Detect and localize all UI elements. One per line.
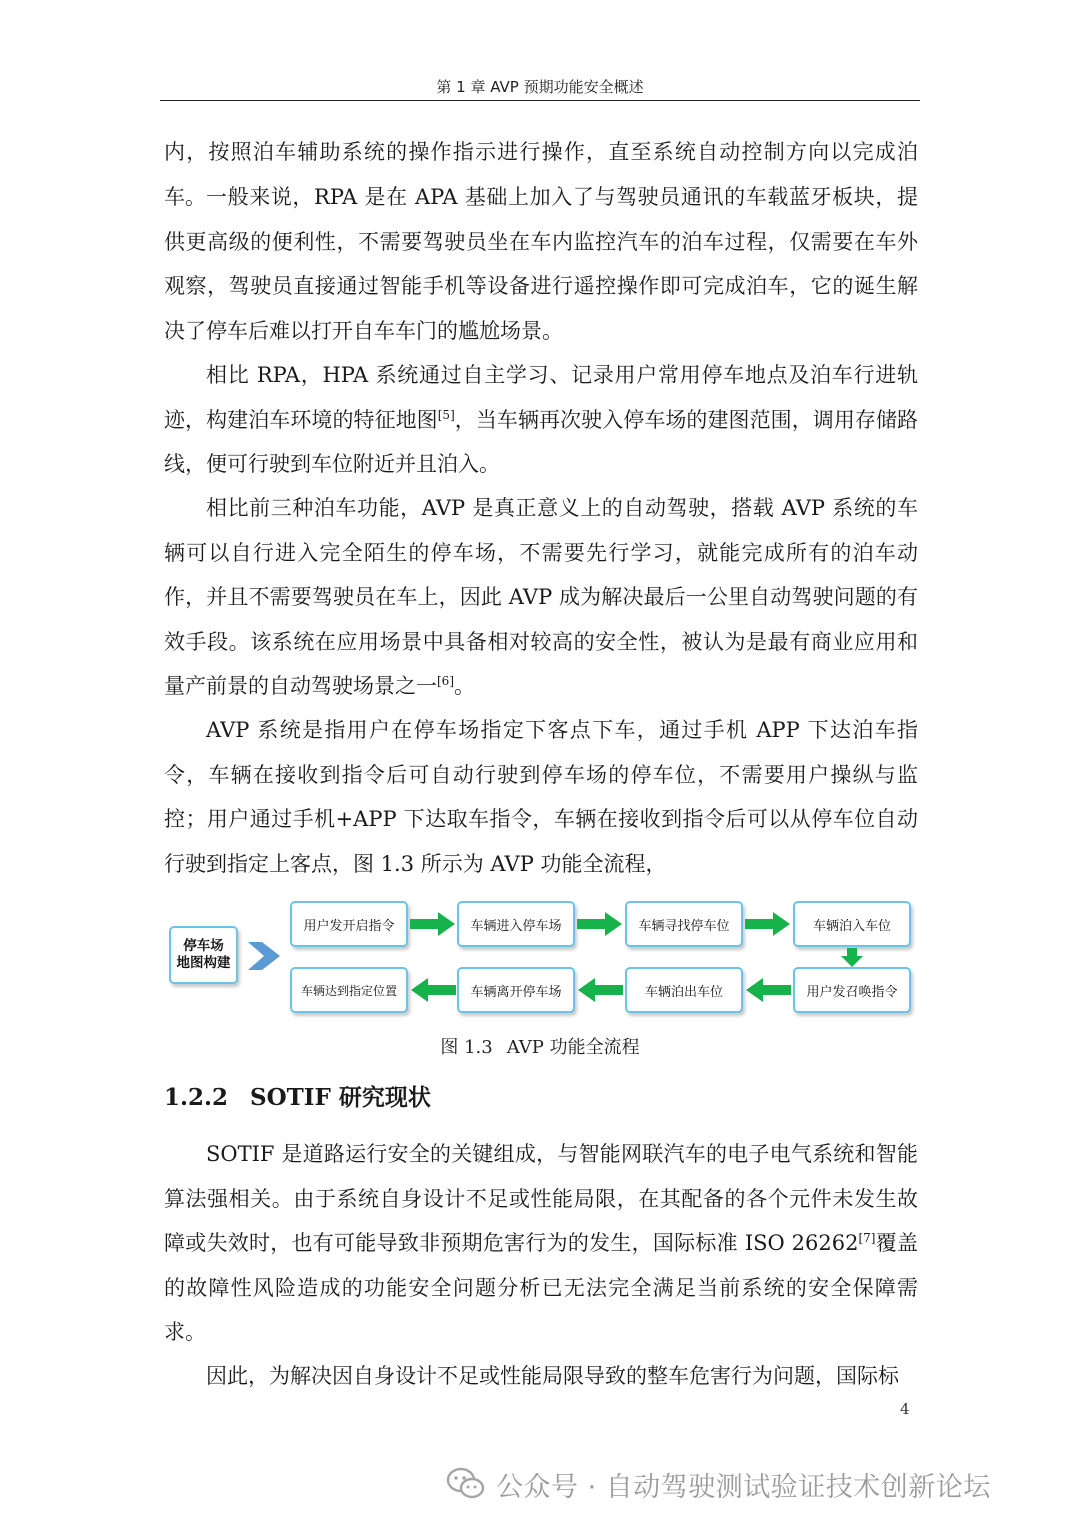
- arrow-right-icon: [745, 912, 791, 936]
- arrow-right-icon: [410, 912, 456, 936]
- paragraph-avp: [164, 486, 918, 709]
- flow-start-line2: 地图构建: [176, 955, 231, 971]
- paragraph-rpa: 一般来说，RPA 是在 APA 基础上加入了与驾驶员通讯的车载蓝牙板块，提供更高级的便利性，不需要驾驶员坐在车内监控汽车的泊车过程，仅需要在车外观察，驾驶员直接通过智能手机等设备进行遥控操作即可完成泊车，它的诞生解决了停车后难以打开自车车门的尴尬场景。: [164, 185, 918, 343]
- flow-start-box: [169, 926, 238, 984]
- arrow-left-icon: [745, 978, 791, 1002]
- avp-flowchart: [164, 896, 920, 1021]
- flow-step-find-spot: 车辆寻找停车位: [625, 901, 743, 947]
- citation-6: [6]: [437, 674, 454, 688]
- paragraph-continuation: 内，按照泊车辅助系统的操作指示进行操作，直至系统自动控制方向以完成泊车。: [164, 140, 918, 209]
- paragraph-avp-text-b: 。: [454, 674, 475, 698]
- paragraph-hpa-text-a: 相比 RPA，HPA 系统通过自主学习、记录用户常用停车地点及泊车行进轨迹，构建泊车环境的特征地图: [164, 363, 918, 432]
- arrow-down-icon: [841, 948, 863, 968]
- figure-caption-text: AVP 功能全流程: [506, 1037, 640, 1058]
- paragraph-hpa-text-b: ，当车辆再次驶入停车场的建图范围，调用存储路线，便可行驶到车位附近并且泊入。: [164, 407, 919, 476]
- wechat-icon: [446, 1467, 486, 1501]
- flow-step-leave-lot: 车辆离开停车场: [457, 967, 575, 1013]
- paragraph-sotif: [164, 1132, 918, 1355]
- citation-7: [7]: [858, 1231, 876, 1245]
- flow-step-user-start: 用户发开启指令: [290, 901, 408, 947]
- running-header: 第 1 章 AVP 预期功能安全概述: [160, 76, 920, 101]
- page-number: 4: [900, 1400, 910, 1418]
- flow-step-reach-destination: 车辆达到指定位置: [290, 967, 408, 1013]
- citation-5: [5]: [437, 407, 455, 422]
- paragraph-sotif-text-b: 覆盖的故障性风险造成的功能安全问题分析已无法完全满足当前系统的安全保障需求。: [164, 1231, 918, 1344]
- watermark: [446, 1462, 991, 1506]
- figure-caption: [0, 1036, 1080, 1060]
- arrow-left-icon: [577, 978, 623, 1002]
- paragraph-hpa: [164, 353, 918, 487]
- paragraph-avp-text-a: 相比前三种泊车功能，AVP 是真正意义上的自动驾驶，搭载 AVP 系统的车辆可以自行进入完全陌生的停车场，不需要先行学习，就能完成所有的泊车动作，并且不需要驾驶员在车上，因此 AVP 成为解决最后一公里自动驾驶问题的有效手段。该系统在应用场景中具备相对较高的安全性，被认为是最有商业应用和量产前景的自动驾驶场景之一: [164, 496, 918, 698]
- paragraph-therefore: 因此，为解决因自身设计不足或性能局限导致的整车危害行为问题，国际标: [206, 1364, 899, 1388]
- watermark-text: 公众号 · 自动驾驶测试验证技术创新论坛: [496, 1471, 991, 1503]
- arrow-left-icon: [410, 978, 456, 1002]
- flow-step-user-summon: 用户发召唤指令: [793, 967, 911, 1013]
- section-number: 1.2.2: [164, 1084, 229, 1111]
- section-title: SOTIF 研究现状: [250, 1084, 431, 1111]
- paragraph-sotif-text-a: SOTIF 是道路运行安全的关键组成，与智能网联汽车的电子电气系统和智能算法强相关。由于系统自身设计不足或性能局限，在其配备的各个元件未发生故障或失效时，也有可能导致非预期危害行为的发生，国际标准 ISO 26262: [164, 1142, 918, 1255]
- section-heading: [164, 1083, 431, 1113]
- paragraph-avp-system: AVP 系统是指用户在停车场指定下客点下车，通过手机 APP 下达泊车指令，车辆在接收到指令后可自动行驶到停车场的停车位，不需要用户操纵与监控；用户通过手机+APP 下达取车指令，车辆在接收到指令后可以从停车位自动行驶到指定上客点，图 1.3 所示为 AVP 功能全流程，: [164, 718, 918, 876]
- arrow-right-icon: [577, 912, 623, 936]
- flow-start-line1: 停车场: [183, 938, 224, 954]
- chevron-right-icon: [246, 940, 282, 972]
- flow-step-enter-lot: 车辆进入停车场: [457, 901, 575, 947]
- flow-step-park-in: 车辆泊入车位: [793, 901, 911, 947]
- flow-step-park-out: 车辆泊出车位: [625, 967, 743, 1013]
- figure-number: 图 1.3: [440, 1037, 493, 1058]
